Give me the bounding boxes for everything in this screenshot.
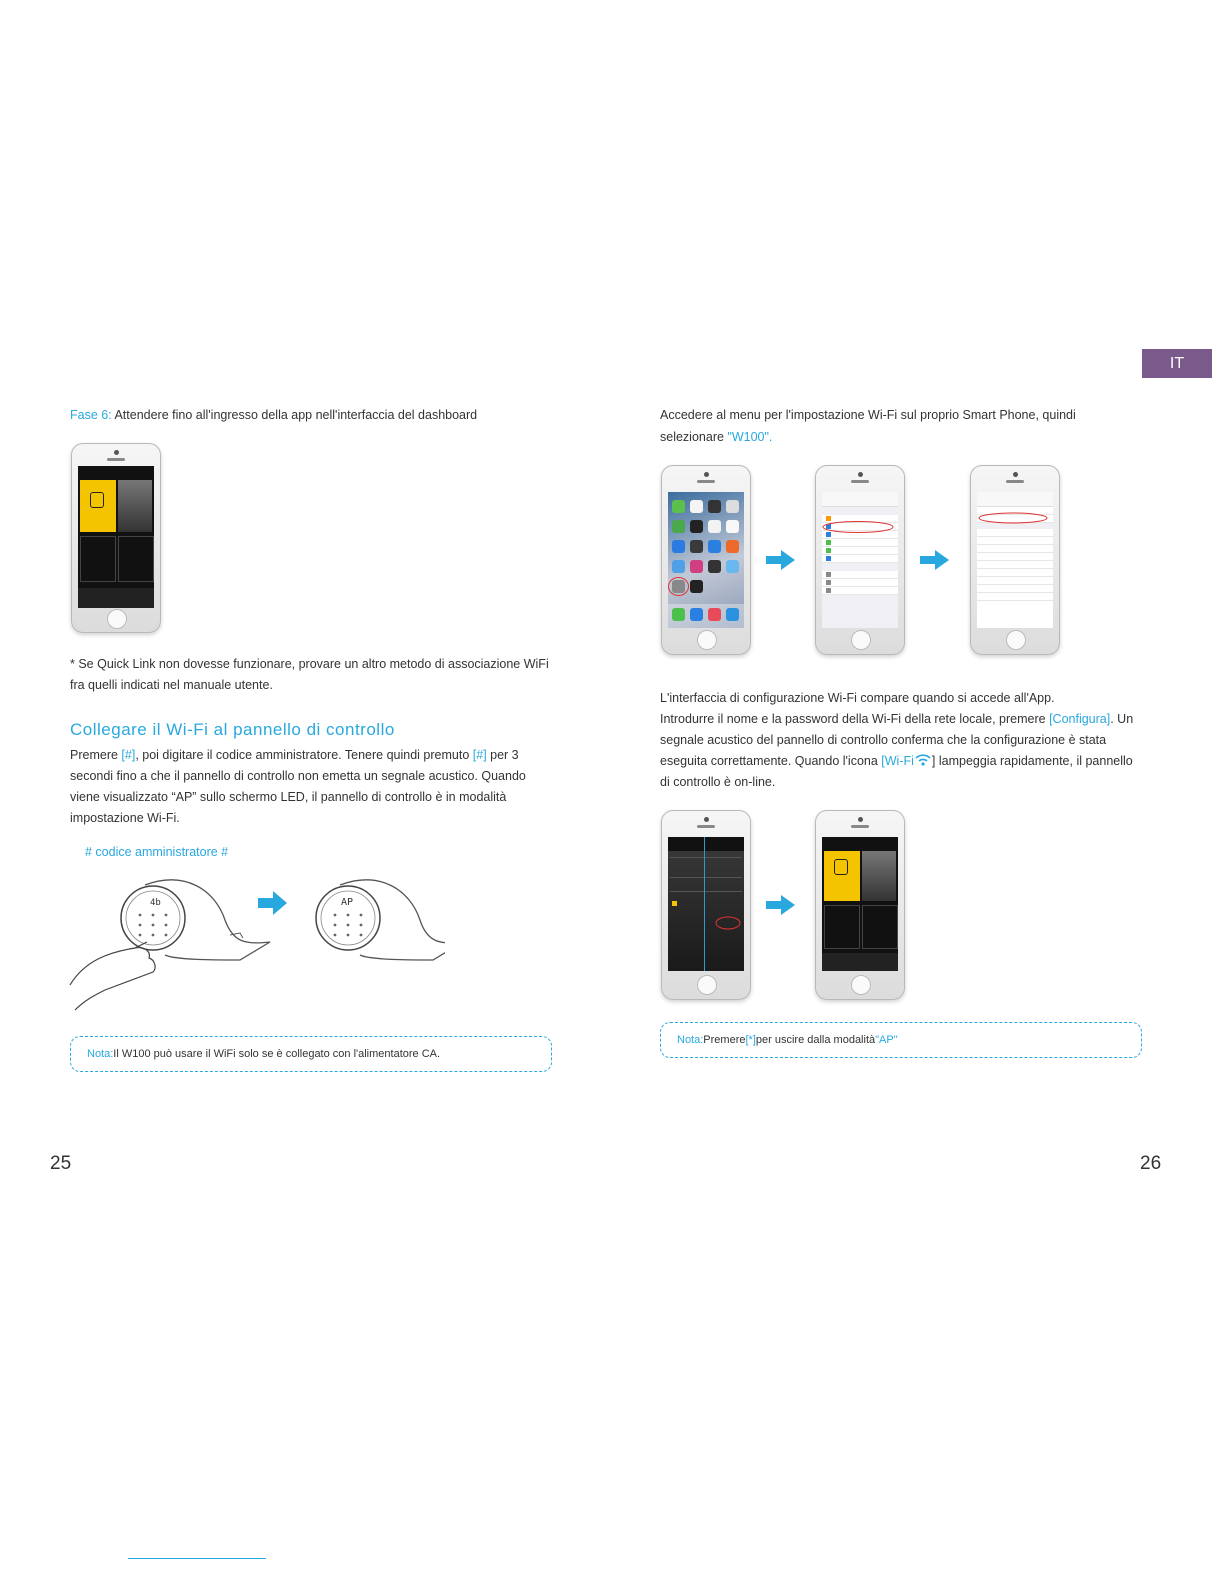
step6-label: Fase 6: — [70, 408, 112, 422]
arrow-right-icon — [920, 550, 950, 570]
config-text-4c: ] lampeggia rapidamente, il pannello — [931, 754, 1133, 768]
page-number-right: 26 — [1140, 1153, 1162, 1174]
note-text-right-2: per uscire dalla modalità — [755, 1034, 876, 1046]
language-tab: IT — [1142, 349, 1212, 378]
wifi-icon — [915, 754, 931, 766]
phone-config-app-image — [661, 810, 751, 1000]
right-intro-line1: Accedere al menu per l'impostazione Wi-Fi sul proprio Smart Phone, quindi — [660, 408, 1076, 422]
note-label-left: Nota: — [87, 1048, 114, 1060]
config-line5: di controllo è on-line. — [660, 775, 776, 789]
control-panel-illustration — [65, 860, 445, 1015]
step6-text: Attendere fino all'ingresso della app nell'interfaccia del dashboard — [111, 408, 478, 422]
config-text-2c: . Un — [1110, 712, 1134, 726]
note-mode-ap: "AP" — [875, 1034, 898, 1046]
quicklink-note-line1: * Se Quick Link non dovesse funzionare, provare un altro metodo di associazione WiFi — [70, 657, 549, 671]
config-text-4a: eseguita correttamente. Quando l'icona — [660, 754, 882, 768]
configura-key: [Configura] — [1049, 712, 1111, 726]
config-line3: segnale acustico del pannello di controllo conferma che la configurazione è stata — [660, 733, 1107, 747]
config-line2 — [660, 709, 1133, 730]
note-key-star: [*] — [745, 1034, 756, 1046]
key-hash-2: [#] — [472, 748, 487, 762]
arrow-right-icon — [766, 895, 796, 915]
quicklink-note-line2: fra quelli indicati nel manuale utente. — [70, 678, 273, 692]
admin-code-label: # codice amministratore # — [85, 845, 229, 859]
note-box-left — [70, 1036, 552, 1072]
arrow-right-icon — [766, 550, 796, 570]
phone-wifi-list-image — [970, 465, 1060, 655]
phone-home-screen-image — [661, 465, 751, 655]
section-heading: Collegare il Wi-Fi al pannello di controllo — [70, 720, 395, 739]
device-display-2: AP — [341, 897, 354, 908]
wifi-key: [Wi-Fi — [881, 754, 914, 768]
para-text-3: per 3 secondi fino a che il pannello di controllo non emetta un segnale acustico. Quando viene visualizzato “AP” sullo schermo LED, il pannello di controllo è in modalità impostazione Wi-Fi. — [70, 748, 526, 825]
note-text-left: Il W100 può usare il WiFi solo se è collegato con l'alimentatore CA. — [113, 1048, 441, 1060]
right-intro-line2 — [660, 427, 772, 448]
device-display-1: 4b — [150, 898, 161, 908]
config-line4 — [660, 751, 1133, 772]
phone-dashboard-image — [71, 443, 161, 633]
note-text-right-1: Premere — [703, 1034, 746, 1046]
key-hash-1: [#] — [121, 748, 136, 762]
wifi-instructions-paragraph — [70, 745, 545, 829]
note-label-right: Nota: — [677, 1034, 704, 1046]
para-text-2: , poi digitare il codice amministratore. Tenere quindi premuto — [135, 748, 473, 762]
footer-rule — [128, 1558, 266, 1559]
intro-w100: "W100". — [727, 430, 773, 444]
page-number-left: 25 — [50, 1153, 72, 1174]
config-line1: L'interfaccia di configurazione Wi-Fi compare quando si accede all'App. — [660, 691, 1055, 705]
arrow-right-icon — [258, 891, 287, 915]
note-box-right — [660, 1022, 1142, 1058]
step6-instruction — [70, 405, 477, 426]
intro-text: selezionare — [660, 430, 728, 444]
phone-settings-image — [815, 465, 905, 655]
para-text-1: Premere — [70, 748, 122, 762]
config-text-2a: Introdurre il nome e la password della Wi-Fi della rete locale, premere — [660, 712, 1050, 726]
phone-dashboard-online-image — [815, 810, 905, 1000]
